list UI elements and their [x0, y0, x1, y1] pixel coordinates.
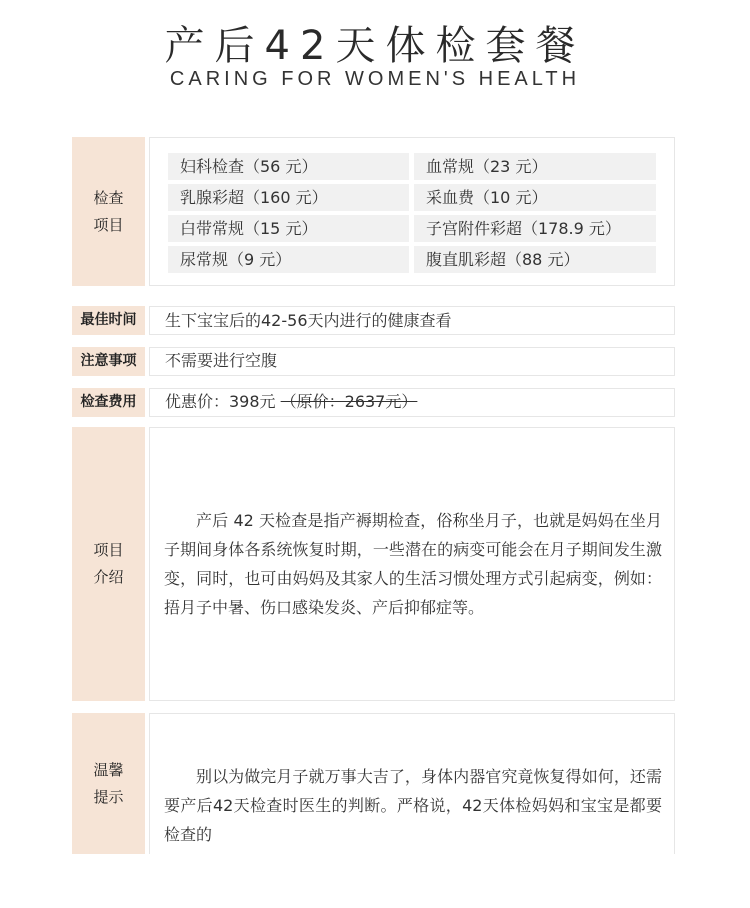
exam-item: 采血费（10 元） — [414, 184, 656, 211]
tips-label-line1: 温馨 — [93, 760, 124, 779]
exam-items-label-line2: 项目 — [93, 215, 124, 234]
fee-value — [165, 388, 417, 416]
intro-label-line2: 介绍 — [93, 568, 124, 586]
intro-label — [72, 427, 145, 701]
page-subtitle: CARING FOR WOMEN'S HEALTH — [169, 68, 581, 90]
tips-label-line2: 提示 — [93, 787, 124, 806]
exam-item: 尿常规（9 元） — [168, 246, 409, 273]
best-time-label: 最佳时间 — [72, 306, 145, 335]
tips-label — [72, 713, 145, 854]
best-time-value: 生下宝宝后的42-56天内进行的健康查看 — [165, 311, 452, 330]
exam-items-label-line1: 检查 — [93, 188, 124, 207]
exam-item: 白带常规（15 元） — [168, 215, 409, 242]
exam-items-label — [72, 137, 145, 286]
fee-original: （原价：2637元） — [280, 392, 418, 411]
page-title: 产后42天体检套餐 — [164, 23, 586, 69]
fee-discount: 优惠价：398元 — [165, 392, 276, 411]
notes-label: 注意事项 — [72, 347, 145, 376]
exam-item: 子宫附件彩超（178.9 元） — [414, 215, 656, 242]
exam-item: 乳腺彩超（160 元） — [168, 184, 409, 211]
exam-item: 腹直肌彩超（88 元） — [414, 246, 656, 273]
fee-label: 检查费用 — [72, 388, 145, 417]
exam-item: 血常规（23 元） — [414, 153, 656, 180]
exam-item: 妇科检查（56 元） — [168, 153, 409, 180]
intro-label-line1: 项目 — [93, 541, 124, 559]
intro-text: 产后 42 天检查是指产褥期检查，俗称坐月子，也就是妈妈在坐月子期间身体各系统恢复时期，一些潜在的病变可能会在月子期间发生激变，同时，也可由妈妈及其家人的生活习惯处理方式引起病变，例如：捂月子中暑、伤口感染发炎、产后抑郁症等。 — [164, 511, 662, 617]
notes-value: 不需要进行空腹 — [165, 351, 278, 370]
tips-text: 别以为做完月子就万事大吉了，身体内器官究竟恢复得如何，还需要产后42天检查时医生的判断。严格说，42天体检妈妈和宝宝是都要检查的 — [164, 767, 662, 844]
